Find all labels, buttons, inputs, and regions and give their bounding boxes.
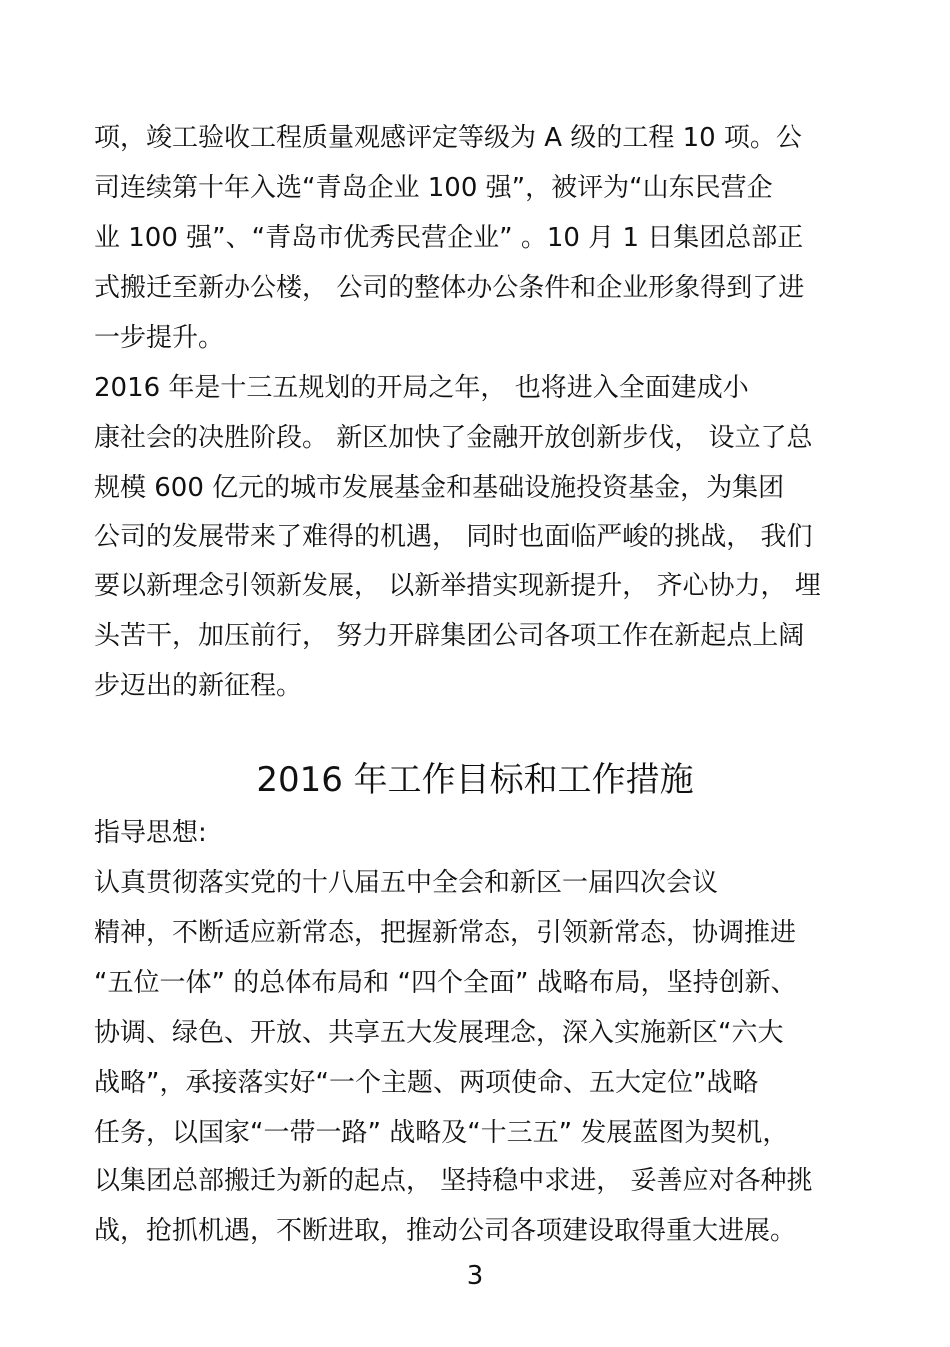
paragraph-2-line-1: 2016 年是十三五规划的开局之年， 也将进入全面建成小: [94, 373, 749, 403]
section-line-5: 战略”，承接落实好“一个主题、两项使命、五大定位”战略: [94, 1068, 759, 1098]
paragraph-2-line-4: 公司的发展带来了难得的机遇， 同时也面临严峻的挑战， 我们: [94, 522, 813, 552]
paragraph-1-line-2: 司连续第十年入选“青岛企业 100 强”，被评为“山东民营企: [94, 173, 773, 203]
section-subheading: 指导思想:: [94, 818, 207, 848]
section-line-6: 任务，以国家“一带一路” 战略及“十三五” 发展蓝图为契机，: [94, 1118, 789, 1148]
paragraph-2-line-2: 康社会的决胜阶段。 新区加快了金融开放创新步伐， 设立了总: [94, 423, 813, 453]
paragraph-1-line-5: 一步提升。: [94, 323, 225, 353]
paragraph-2-line-3: 规模 600 亿元的城市发展基金和基础设施投资基金，为集团: [94, 473, 785, 503]
section-line-7: 以集团总部搬迁为新的起点， 坚持稳中求进， 妥善应对各种挑: [94, 1166, 813, 1196]
section-line-1: 认真贯彻落实党的十八届五中全会和新区一届四次会议: [94, 868, 719, 898]
section-line-3: “五位一体” 的总体布局和 “四个全面” 战略布局，坚持创新、: [94, 968, 797, 998]
paragraph-1-line-4: 式搬迁至新办公楼， 公司的整体办公条件和企业形象得到了进: [94, 273, 805, 303]
paragraph-1-line-3: 业 100 强”、“青岛市优秀民营企业” 。10 月 1 日集团总部正: [94, 223, 804, 253]
paragraph-2-line-7: 步迈出的新征程。: [94, 671, 303, 701]
section-heading: 2016 年工作目标和工作措施: [256, 760, 694, 800]
paragraph-1-line-1: 项，竣工验收工程质量观感评定等级为 A 级的工程 10 项。公: [94, 123, 802, 153]
section-line-4: 协调、绿色、开放、共享五大发展理念，深入实施新区“六大: [94, 1018, 784, 1048]
paragraph-2-line-6: 头苦干，加压前行， 努力开辟集团公司各项工作在新起点上阔: [94, 621, 805, 651]
section-line-8: 战，抢抓机遇，不断进取，推动公司各项建设取得重大进展。: [94, 1216, 797, 1246]
paragraph-2-line-5: 要以新理念引领新发展， 以新举措实现新提升， 齐心协力， 埋: [94, 571, 821, 601]
page-number: 3: [466, 1261, 484, 1291]
section-line-2: 精神，不断适应新常态，把握新常态，引领新常态，协调推进: [94, 918, 797, 948]
